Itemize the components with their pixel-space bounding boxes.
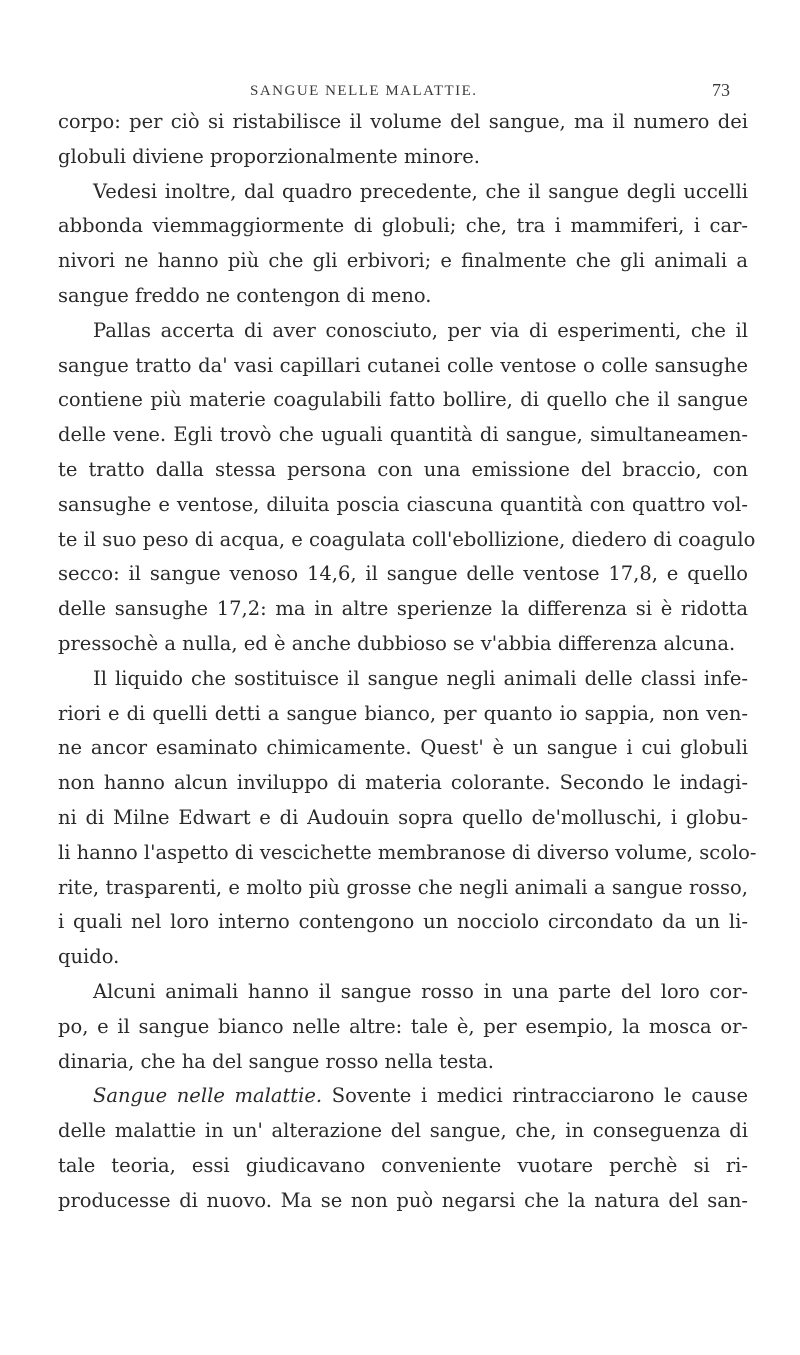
text-line: te tratto dalla stessa persona con una emissione del braccio, con (58, 457, 748, 481)
text-line: corpo: per ciò si ristabilisce il volume del sangue, ma il numero dei (58, 110, 748, 133)
page-number: 73 (712, 80, 730, 100)
text-line: tale teoria, essi giudicavano conveniente vuotare perchè si ri- (58, 1153, 748, 1177)
text-line: ne ancor esaminato chimicamente. Quest' è un sangue i cui globuli (58, 736, 748, 760)
text-line: sangue freddo ne contengon di meno. (58, 283, 432, 307)
section-heading-line (58, 1079, 748, 1114)
text-line: i quali nel loro interno contengono un nocciolo circondato da un li- (58, 910, 748, 934)
text-line: Sovente i medici rintracciarono le cause (331, 1084, 749, 1108)
text-line: Pallas accerta di aver conosciuto, per via di esperimenti, che il (93, 318, 748, 342)
text-line: nivori ne hanno più che gli erbivori; e finalmente che gli animali a (58, 249, 748, 273)
running-head: SANGUE NELLE MALATTIE. (250, 83, 478, 99)
text-line: delle vene. Egli trovò che uguali quantità di sangue, simultaneamen- (58, 423, 748, 447)
text-line: producesse di nuovo. Ma se non può negarsi che la natura del san- (58, 1188, 748, 1212)
text-line: sangue tratto da' vasi capillari cutanei colle ventose o colle sansughe (58, 353, 748, 377)
text-line: delle malattie in un' alterazione del sangue, che, in conseguenza di (58, 1119, 748, 1143)
body-text (58, 105, 757, 1219)
text-line: quido. (58, 945, 120, 969)
text-line: po, e il sangue bianco nelle altre: tale è, per esempio, la mosca or- (58, 1014, 748, 1038)
text-line: ni di Milne Edwart e di Audouin sopra quello de'molluschi, i globu- (58, 805, 748, 829)
text-line: secco: il sangue venoso 14,6, il sangue delle ventose 17,8, e quello (58, 562, 748, 586)
text-line: sansughe e ventose, diluita poscia ciascuna quantità con quattro vol- (58, 492, 748, 516)
text-line: rite, trasparenti, e molto più grosse che negli animali a sangue rosso, (58, 875, 748, 899)
text-line: Vedesi inoltre, dal quadro precedente, che il sangue degli uccelli (93, 179, 748, 203)
text-line: Il liquido che sostituisce il sangue negli animali delle classi infe- (93, 666, 748, 690)
text-line: li hanno l'aspetto di vescichette membranose di diverso volume, scolo- (58, 840, 757, 864)
text-line: te il suo peso di acqua, e coagulata coll'ebollizione, diedero di coagulo (58, 527, 756, 551)
text-line: pressochè a nulla, ed è anche dubbioso se v'abbia differenza alcuna. (58, 631, 736, 655)
text-line: delle sansughe 17,2: ma in altre sperienze la differenza si è ridotta (58, 597, 748, 621)
text-line: abbonda viemmaggiormente di globuli; che, tra i mammiferi, i car- (58, 214, 748, 238)
text-line: contiene più materie coagulabili fatto bollire, di quello che il sangue (58, 388, 748, 412)
text-line: dinaria, che ha del sangue rosso nella testa. (58, 1049, 494, 1073)
text-line: globuli diviene proporzionalmente minore. (58, 144, 480, 168)
text-line: riori e di quelli detti a sangue bianco, per quanto io sappia, non ven- (58, 701, 748, 725)
text-line: Alcuni animali hanno il sangue rosso in una parte del loro cor- (93, 979, 748, 1003)
section-heading: Sangue nelle malattie. (93, 1084, 323, 1108)
text-line: non hanno alcun inviluppo di materia colorante. Secondo le indagi- (58, 771, 748, 795)
